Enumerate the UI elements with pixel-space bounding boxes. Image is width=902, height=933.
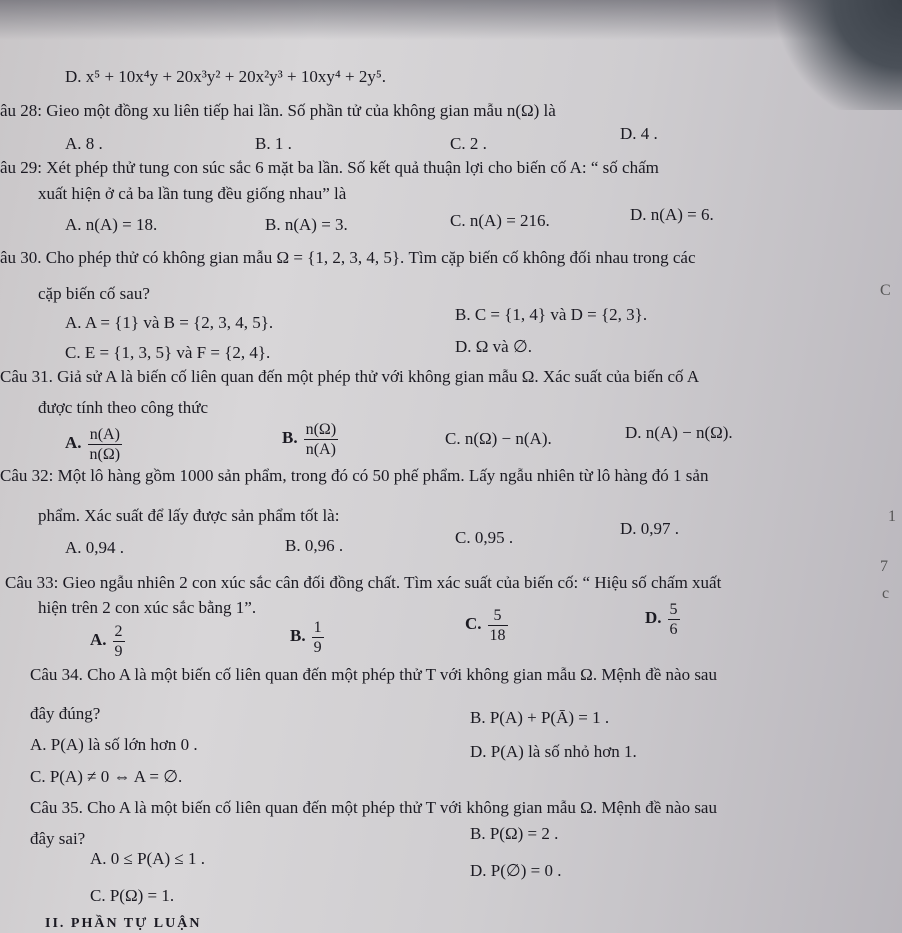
- q35-option-a: A. 0 ≤ P(A) ≤ 1 .: [90, 849, 205, 868]
- option-label: A.: [90, 630, 107, 650]
- q30-option-c: C. E = {1, 3, 5} và F = {2, 4}.: [65, 343, 271, 362]
- q35-stem-line2: đây sai?: [30, 829, 86, 848]
- section-heading: II. PHẦN TỰ LUẬN: [45, 916, 202, 931]
- q31-option-a: [65, 425, 122, 464]
- q30-option-b: B. C = {1, 4} và D = {2, 3}.: [455, 305, 648, 324]
- q29-option-c: C. n(A) = 216.: [450, 211, 550, 230]
- q31-stem-line2: được tính theo công thức: [38, 398, 208, 417]
- edge-fragment: c: [882, 585, 890, 602]
- q35-option-d: D. P(∅) = 0 .: [470, 861, 562, 880]
- q33-option-c: [465, 606, 508, 645]
- edge-fragment: C: [880, 282, 891, 299]
- q31-option-b: [282, 420, 338, 459]
- q34-option-c: C. P(A) ≠ 0 ⇔ A = ∅.: [30, 767, 183, 786]
- option-label: B.: [282, 428, 298, 448]
- q34-option-a: A. P(A) là số lớn hơn 0 .: [30, 735, 198, 754]
- q34-stem-line1: Câu 34. Cho A là một biến cố liên quan đến một phép thử T với không gian mẫu Ω. Mệnh đề nào sau: [30, 665, 717, 684]
- edge-fragment: 1: [888, 508, 896, 525]
- q27-option-d: D. x⁵ + 10x⁴y + 20x³y² + 20x²y³ + 10xy⁴ + 2y⁵.: [65, 67, 387, 86]
- option-label: A.: [65, 433, 82, 453]
- q31-option-d: D. n(A) − n(Ω).: [625, 423, 733, 442]
- q30-stem-line1: âu 30. Cho phép thử có không gian mẫu Ω = {1, 2, 3, 4, 5}. Tìm cặp biến cố không đối nhau trong các: [0, 248, 696, 267]
- q28-option-b: B. 1 .: [255, 134, 292, 153]
- q35-stem-line1: Câu 35. Cho A là một biến cố liên quan đến một phép thử T với không gian mẫu Ω. Mệnh đề nào sau: [30, 798, 717, 817]
- q29-option-d: D. n(A) = 6.: [630, 205, 714, 224]
- fraction: $\frac{n(\Omega)}{n(A)}$: [305, 421, 337, 458]
- q32-option-c: C. 0,95 .: [455, 528, 514, 547]
- q29-option-a: A. n(A) = 18.: [65, 215, 158, 234]
- q33-option-d: [645, 600, 680, 639]
- q34-stem-line2: đây đúng?: [30, 704, 101, 723]
- fraction: $\frac{5}{18}$: [489, 607, 506, 644]
- option-label: D.: [645, 608, 662, 628]
- q29-stem-line2: xuất hiện ở cả ba lần tung đều giống nhau” là: [38, 184, 347, 203]
- page-shadow: [0, 0, 902, 40]
- q31-stem-line1: Câu 31. Giả sử A là biến cố liên quan đến một phép thử với không gian mẫu Ω. Xác suất của biến cố A: [0, 367, 700, 386]
- q33-stem-line2: hiện trên 2 con xúc sắc bằng 1”.: [38, 598, 257, 617]
- q32-option-b: B. 0,96 .: [285, 536, 344, 555]
- q28-option-a: A. 8 .: [65, 134, 103, 153]
- q32-option-d: D. 0,97 .: [620, 519, 680, 538]
- q32-stem-line2: phẩm. Xác suất để lấy được sản phẩm tốt là:: [38, 506, 340, 525]
- q29-stem-line1: âu 29: Xét phép thử tung con súc sắc 6 mặt ba lần. Số kết quả thuận lợi cho biến cố A: “ số chấm: [0, 158, 659, 177]
- fraction: $\frac{1}{9}$: [313, 619, 322, 656]
- fraction: $\frac{n(A)}{n(\Omega)}$: [89, 426, 121, 463]
- q30-stem-line2: cặp biến cố sau?: [38, 284, 150, 303]
- q34-option-b: B. P(A) + P(Ā) = 1 .: [470, 708, 610, 727]
- q28-stem: âu 28: Gieo một đồng xu liên tiếp hai lần. Số phần tử của không gian mẫu n(Ω) là: [0, 101, 556, 120]
- q28-option-c: C. 2 .: [450, 134, 487, 153]
- edge-fragment: 7: [880, 558, 888, 575]
- option-label: C.: [465, 614, 482, 634]
- option-label: B.: [290, 626, 306, 646]
- q33-stem-line1: Câu 33: Gieo ngẫu nhiên 2 con xúc sắc cân đối đồng chất. Tìm xác suất của biến cố: “ Hiệu số chấm xuất: [5, 573, 722, 592]
- q32-option-a: A. 0,94 .: [65, 538, 125, 557]
- q35-option-c: C. P(Ω) = 1.: [90, 886, 175, 905]
- q31-option-c: C. n(Ω) − n(A).: [445, 429, 552, 448]
- fraction: $\frac{5}{6}$: [669, 601, 678, 638]
- fraction: $\frac{2}{9}$: [114, 623, 123, 660]
- q35-option-b: B. P(Ω) = 2 .: [470, 824, 559, 843]
- q33-option-a: [90, 622, 125, 661]
- q30-option-d: D. Ω và ∅.: [455, 337, 533, 356]
- q30-option-a: A. A = {1} và B = {2, 3, 4, 5}.: [65, 313, 274, 332]
- q33-option-b: [290, 618, 324, 657]
- q34-option-d: D. P(A) là số nhỏ hơn 1.: [470, 742, 637, 761]
- q28-option-d: D. 4 .: [620, 124, 658, 143]
- background-corner: [772, 0, 902, 110]
- q29-option-b: B. n(A) = 3.: [265, 215, 348, 234]
- q32-stem-line1: Câu 32: Một lô hàng gồm 1000 sản phẩm, trong đó có 50 phế phẩm. Lấy ngẫu nhiên từ lô hàng đó 1 sản: [0, 466, 709, 485]
